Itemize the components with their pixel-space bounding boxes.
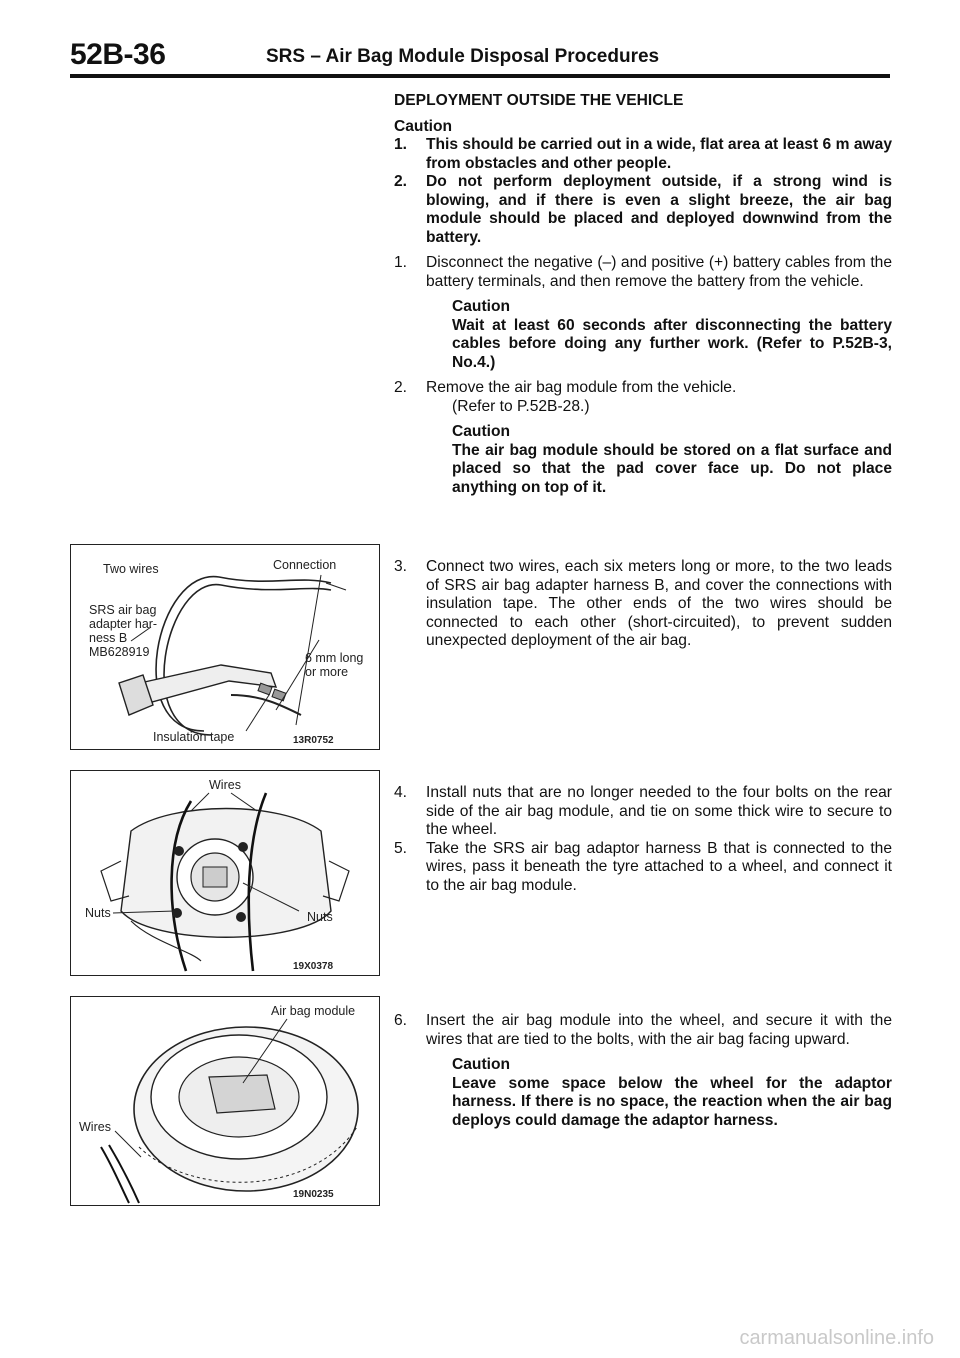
label-part-number: MB628919 (89, 645, 150, 659)
step-2: 2. Remove the air bag module from the vehicle. (394, 379, 737, 396)
deployment-section (394, 92, 892, 497)
label-wires: Wires (209, 778, 241, 792)
step-5: 5. Take the SRS air bag adaptor harness B that is connected to the wires, pass it beneath the tyre attached to a wheel, and connect it to the air bag module. (394, 839, 892, 894)
label-length: 6 mm long (305, 651, 364, 665)
label-air-bag-module: Air bag module (271, 1004, 356, 1018)
label-two-wires: Two wires (103, 562, 159, 576)
figure-2-illustration (71, 771, 379, 975)
step-3: 3. Connect two wires, each six meters long or more, to the two leads of SRS air bag adapter harness B, and cover the connections with insulation tape. The other ends of the two wires should be connected to each other (short-circuited), to prevent sudden unexpected deployment of the air bag. (394, 558, 892, 649)
step-2-ref: (Refer to P.52B-28.) (452, 397, 590, 415)
label-nuts: Nuts (85, 906, 111, 920)
caution-item: 2. Do not perform deployment outside, if a strong wind is blowing, and if there is even a slight breeze, the air bag module should be placed and deployed downwind from the battery. (394, 173, 892, 246)
figure-nuts-wires (70, 770, 380, 976)
header-rule (70, 74, 890, 78)
section-heading: DEPLOYMENT OUTSIDE THE VEHICLE (394, 92, 684, 109)
step-6: 6. Insert the air bag module into the wheel, and secure it with the wires that are tied to the bolts, with the air bag facing upward. (394, 1012, 892, 1048)
step-4: 4. Install nuts that are no longer needed to the four bolts on the rear side of the air bag module, and tie on some thick wire to secure to the wheel. (394, 784, 892, 838)
step-6-caution: Caution Leave some space below the wheel for the adaptor harness. If there is no space, the reaction when the air bag deploys could damage the adaptor harness. (452, 1056, 892, 1129)
figure-code: 13R0752 (293, 735, 334, 746)
figure-code: 19N0235 (293, 1189, 334, 1200)
figure-1-illustration (71, 545, 379, 749)
step-1: 1. Disconnect the negative (–) and positive (+) battery cables from the battery terminals, and then remove the battery from the vehicle. (394, 254, 892, 290)
step-1-caution: Caution Wait at least 60 seconds after disconnecting the battery cables before doing any further work. (Refer to P.52B-3, No.4.) (452, 298, 892, 371)
watermark: carmanualsonline.info (739, 1327, 934, 1349)
label-insulation-tape: Insulation tape (153, 730, 235, 744)
page-number: 52B-36 (70, 38, 166, 71)
label-nuts: Nuts (307, 910, 333, 924)
label-harness: ness B (89, 631, 128, 645)
step-6-block (394, 1012, 892, 1130)
page-title: SRS – Air Bag Module Disposal Procedures (266, 46, 660, 67)
caution-label: Caution (394, 117, 453, 135)
figure-wires-connection (70, 544, 380, 750)
label-harness: SRS air bag (89, 603, 157, 617)
figure-code: 19X0378 (293, 961, 334, 972)
step-3-block (394, 558, 892, 651)
label-harness: adapter har- (89, 617, 158, 631)
label-connection: Connection (273, 558, 337, 572)
label-length: or more (305, 665, 349, 679)
page-header (70, 38, 890, 76)
figure-wheel-module (70, 996, 380, 1206)
step-4-5-block (394, 784, 892, 895)
figure-3-illustration (71, 997, 379, 1205)
caution-item: 1. This should be carried out in a wide, flat area at least 6 m away from obstacles and other people. (394, 136, 892, 172)
step-2-caution: Caution The air bag module should be stored on a flat surface and placed so that the pad cover face up. Do not place anything on top of it. (452, 423, 892, 496)
label-wires: Wires (79, 1120, 111, 1134)
